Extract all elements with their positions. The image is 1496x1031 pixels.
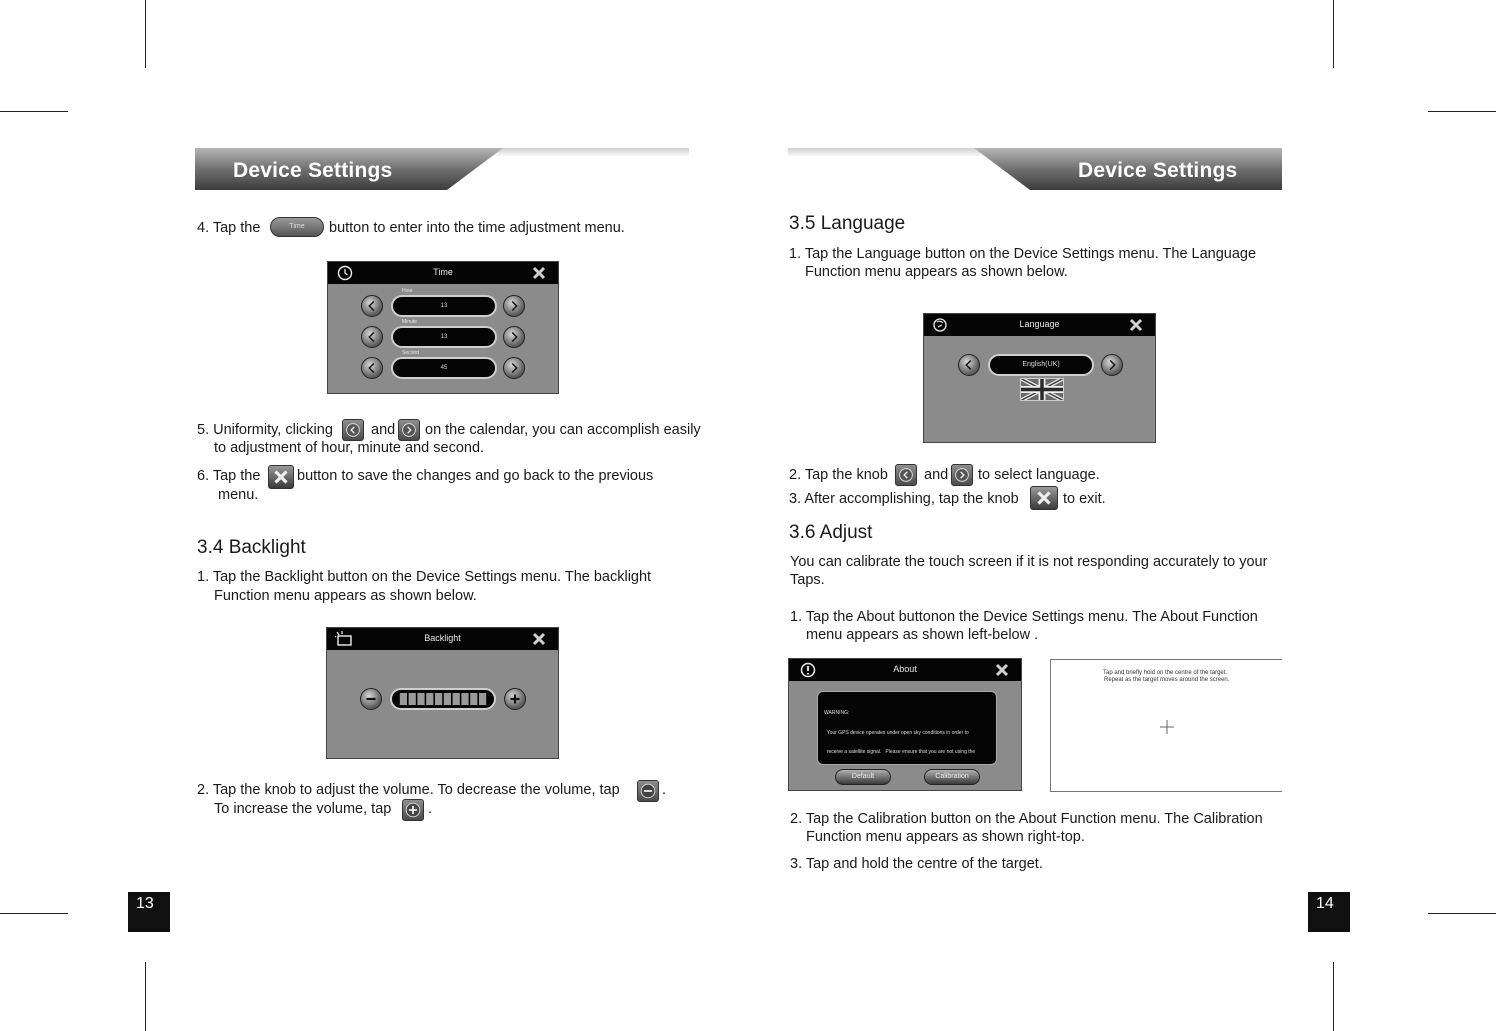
- backlight-step-1-line2: Function menu appears as shown below.: [214, 588, 477, 604]
- language-step-2-and: and: [924, 467, 949, 483]
- calibration-screen: [1050, 659, 1282, 792]
- hour-field[interactable]: 13: [391, 295, 497, 317]
- plus-knob-icon: [402, 799, 424, 821]
- adjust-step-2-line2: Function menu appears as shown right-top.: [806, 829, 1085, 845]
- step-5-and: and: [371, 422, 396, 438]
- left-arrow-knob-icon: [895, 464, 917, 486]
- panel-title: Language: [1019, 319, 1060, 329]
- section-heading-backlight: 3.4 Backlight: [197, 537, 306, 558]
- second-label: Second: [402, 350, 419, 356]
- crop-mark: [1428, 111, 1496, 112]
- crop-mark: [1333, 0, 1334, 68]
- language-next-knob[interactable]: [1101, 354, 1123, 376]
- backlight-level-segment: [426, 693, 433, 705]
- left-arrow-knob-icon: [362, 327, 382, 347]
- crop-mark: [1333, 962, 1334, 1031]
- step-6-text: 6. Tap the: [197, 468, 261, 484]
- minus-knob-icon: [637, 780, 659, 802]
- right-arrow-knob-icon: [504, 296, 524, 316]
- time-button[interactable]: Time: [270, 217, 324, 237]
- step-4-text: 4. Tap the: [197, 220, 261, 236]
- crop-mark: [145, 962, 146, 1031]
- language-step-3-text: 3. After accomplishing, tap the knob: [789, 491, 1019, 507]
- right-arrow-knob-icon: [1102, 355, 1122, 375]
- backlight-step-2-line1: 2. Tap the knob to adjust the volume. To decrease the volume, tap: [197, 782, 620, 798]
- right-page-banner: [788, 148, 1282, 190]
- section-heading-adjust: 3.6 Adjust: [789, 522, 873, 543]
- close-x-icon[interactable]: [532, 632, 546, 646]
- language-step-1-line2: Function menu appears as shown below.: [805, 264, 1068, 280]
- minute-label: Minute: [402, 319, 418, 325]
- left-arrow-knob-icon: [959, 355, 979, 375]
- backlight-level-segment: [470, 693, 477, 705]
- panel-title-bar: [327, 628, 558, 650]
- language-panel: [923, 313, 1156, 443]
- step-6-text-cont: button to save the changes and go back to the previous: [297, 468, 654, 484]
- minute-field[interactable]: 13: [391, 326, 497, 348]
- right-arrow-knob-icon: [398, 419, 420, 441]
- right-arrow-knob-icon: [504, 327, 524, 347]
- close-x-icon: [1030, 486, 1058, 510]
- page-number-right: 14: [1308, 892, 1350, 932]
- hour-decrease-knob[interactable]: [361, 295, 383, 317]
- backlight-level-segment: [417, 693, 424, 705]
- uk-flag-icon: [1020, 378, 1064, 401]
- about-panel: [788, 658, 1022, 791]
- backlight-level-segment: [400, 693, 407, 705]
- crop-mark: [1428, 913, 1496, 914]
- adjust-step-2-line1: 2. Tap the Calibration button on the About Function menu. The Calibration: [790, 811, 1263, 827]
- backlight-level-bar[interactable]: [390, 688, 496, 710]
- plus-knob-icon: [505, 689, 525, 709]
- left-page-banner: [195, 148, 689, 190]
- warning-line: receive a satellite signal. Please ensure that you are not using the: [824, 749, 976, 755]
- language-step-1-line1: 1. Tap the Language button on the Device Settings menu. The Language: [789, 246, 1257, 262]
- minute-increase-knob[interactable]: [503, 326, 525, 348]
- close-x-icon: [268, 465, 294, 489]
- step-5-text-cont: on the calendar, you can accomplish easily: [425, 422, 701, 438]
- calibration-instruction-line2: Repeat as the target moves around the screen.: [1104, 677, 1230, 683]
- hour-label: Hour: [402, 288, 413, 294]
- step-5-line2: to adjustment of hour, minute and second.: [214, 440, 485, 456]
- section-heading-language: 3.5 Language: [789, 213, 906, 234]
- backlight-decrease-knob[interactable]: [360, 688, 382, 710]
- left-arrow-knob-icon: [362, 358, 382, 378]
- left-arrow-knob-icon: [362, 296, 382, 316]
- language-field[interactable]: English(UK): [988, 354, 1094, 376]
- close-x-icon[interactable]: [532, 266, 546, 280]
- backlight-level-segment: [444, 693, 451, 705]
- banner-title: Device Settings: [233, 159, 393, 182]
- backlight-level-segment: [435, 693, 442, 705]
- backlight-level-segment: [409, 693, 416, 705]
- warning-line: WARNING:: [824, 710, 850, 716]
- crop-mark: [145, 0, 146, 68]
- language-step-2-text-cont: to select language.: [978, 467, 1100, 483]
- step-6-line2: menu.: [218, 487, 259, 503]
- language-prev-knob[interactable]: [958, 354, 980, 376]
- calibration-instruction-line1: Tap and briefly hold on the centre of the target.: [1103, 670, 1228, 676]
- left-arrow-knob-icon: [342, 419, 364, 441]
- right-arrow-knob-icon: [504, 358, 524, 378]
- backlight-step-1-line1: 1. Tap the Backlight button on the Device Settings menu. The backlight: [197, 569, 652, 585]
- crop-mark: [0, 111, 68, 112]
- second-decrease-knob[interactable]: [361, 357, 383, 379]
- backlight-panel: [326, 627, 559, 759]
- language-step-2-text: 2. Tap the knob: [789, 467, 888, 483]
- backlight-level-segment: [479, 693, 486, 705]
- backlight-level-segment: [461, 693, 468, 705]
- warning-box: [817, 691, 997, 765]
- banner-title: Device Settings: [1078, 159, 1238, 182]
- adjust-step-1-line2: menu appears as shown left-below .: [806, 627, 1039, 643]
- crop-mark: [0, 913, 68, 914]
- step-5-text: 5. Uniformity, clicking: [197, 422, 333, 438]
- page-number-left: 13: [128, 892, 170, 932]
- target-crosshair-icon[interactable]: [1159, 719, 1175, 735]
- adjust-step-1-line1: 1. Tap the About buttonon the Device Settings menu. The About Function: [790, 609, 1258, 625]
- backlight-step-2-line1-end: .: [662, 782, 667, 798]
- right-arrow-knob-icon: [951, 464, 973, 486]
- step-4-text-cont: button to enter into the time adjustment menu.: [329, 220, 625, 236]
- panel-title-bar: [924, 314, 1155, 336]
- backlight-increase-knob[interactable]: [504, 688, 526, 710]
- backlight-level-segment: [453, 693, 460, 705]
- panel-title: Backlight: [424, 633, 461, 643]
- adjust-step-3: 3. Tap and hold the centre of the target.: [790, 856, 1043, 872]
- close-x-icon[interactable]: [995, 663, 1009, 677]
- backlight-step-2-line2: To increase the volume, tap: [214, 801, 392, 817]
- language-step-3-text-cont: to exit.: [1063, 491, 1106, 507]
- panel-title: About: [893, 664, 917, 674]
- default-button[interactable]: Default: [835, 769, 891, 785]
- hour-increase-knob[interactable]: [503, 295, 525, 317]
- adjust-intro-line2: Taps.: [790, 572, 825, 588]
- calibration-button[interactable]: Calibration: [924, 769, 980, 785]
- panel-title-bar: [328, 262, 558, 284]
- panel-title: Time: [433, 267, 453, 277]
- warning-line: Your GPS device operates under open sky conditions in order to: [824, 729, 969, 736]
- minus-knob-icon: [361, 689, 381, 709]
- second-increase-knob[interactable]: [503, 357, 525, 379]
- adjust-intro-line1: You can calibrate the touch screen if it is not responding accurately to your: [790, 554, 1268, 570]
- backlight-step-2-line2-end: .: [428, 801, 433, 817]
- minute-decrease-knob[interactable]: [361, 326, 383, 348]
- panel-title-bar: [789, 659, 1021, 681]
- second-field[interactable]: 45: [391, 357, 497, 379]
- time-panel: [327, 261, 559, 394]
- close-x-icon[interactable]: [1129, 318, 1143, 332]
